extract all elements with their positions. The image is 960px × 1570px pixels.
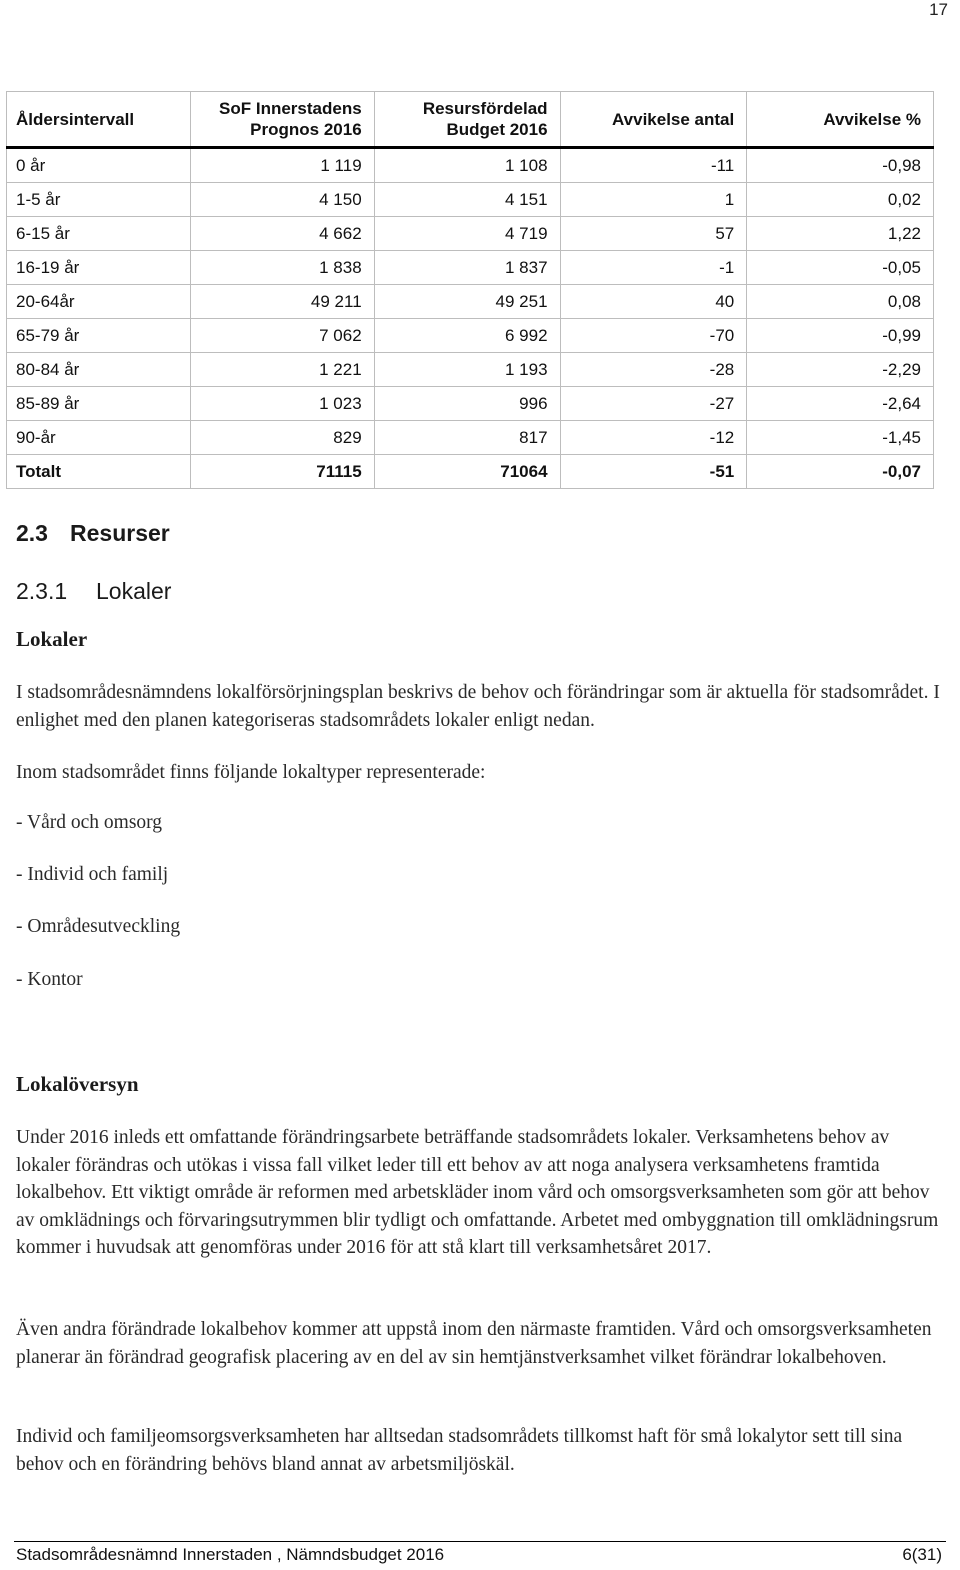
table-cell: 4 662 — [190, 217, 374, 251]
header-deviation-count: Avvikelse antal — [560, 92, 747, 148]
table-row — [7, 421, 934, 455]
table-cell: 40 — [560, 285, 747, 319]
table-cell: 829 — [190, 421, 374, 455]
footer-page-count: 6(31) — [902, 1545, 942, 1564]
table-cell: 85-89 år — [7, 387, 191, 421]
header-age-interval: Åldersintervall — [7, 92, 191, 148]
table-cell: 1 119 — [190, 148, 374, 183]
list-item: - Områdesutveckling — [16, 916, 181, 937]
header-prognos: SoF Innerstadens Prognos 2016 — [190, 92, 374, 148]
table-cell: 90-år — [7, 421, 191, 455]
table-body — [7, 148, 934, 489]
table-cell: 4 151 — [374, 183, 560, 217]
table-cell: -1,45 — [747, 421, 934, 455]
population-table — [6, 91, 934, 489]
table-cell: -0,05 — [747, 251, 934, 285]
table-cell: Totalt — [7, 455, 191, 489]
table-cell: 49 251 — [374, 285, 560, 319]
table-cell: 1 221 — [190, 353, 374, 387]
oversyn-paragraph-3: Individ och familjeomsorgsverksamheten har alltsedan stadsområdets tillkomst haft för små lokalytor sett till sina behov och en förändring behövs bland annat av arbetsmiljöskäl. — [16, 1426, 903, 1475]
table-header-row — [7, 92, 934, 148]
list-item: - Individ och familj — [16, 864, 169, 885]
table-cell: 1 023 — [190, 387, 374, 421]
list-item: - Vård och omsorg — [16, 812, 163, 833]
table-cell: 20-64år — [7, 285, 191, 319]
table-cell: 71064 — [374, 455, 560, 489]
table-cell: -2,29 — [747, 353, 934, 387]
table-cell: -28 — [560, 353, 747, 387]
table-cell: 0,02 — [747, 183, 934, 217]
table-cell: 6-15 år — [7, 217, 191, 251]
table-cell: 1 838 — [190, 251, 374, 285]
table-cell: -27 — [560, 387, 747, 421]
page-footer — [16, 1545, 942, 1565]
footer-divider — [14, 1541, 946, 1542]
lokaler-heading: Lokaler — [16, 627, 88, 651]
table-cell: 1-5 år — [7, 183, 191, 217]
header-budget: Resursfördelad Budget 2016 — [374, 92, 560, 148]
table-cell: -12 — [560, 421, 747, 455]
table-row — [7, 217, 934, 251]
table-row-total — [7, 455, 934, 489]
table-cell: 1 — [560, 183, 747, 217]
table-cell: 7 062 — [190, 319, 374, 353]
table-cell: -2,64 — [747, 387, 934, 421]
table-cell: 16-19 år — [7, 251, 191, 285]
table-cell: 1 837 — [374, 251, 560, 285]
table-cell: -51 — [560, 455, 747, 489]
footer-title: Stadsområdesnämnd Innerstaden , Nämndsbudget 2016 — [16, 1545, 445, 1564]
table-row — [7, 285, 934, 319]
section-heading: 2.3 Resurser — [16, 520, 170, 546]
oversyn-paragraph-1: Under 2016 inleds ett omfattande förändringsarbete beträffande stadsområdets lokaler. Verksamhetens behov av lokaler förändras och utökas i vissa fall vilket leder till ett behov av att noga analysera verksamhetens framtida lokalbehov. Ett viktigt område är reformen med arbetskläder inom vård och omsorgsverksamheten som gör att behov av omklädnings och förvaringsutrymmen blir tydligt och omfattande. Arbetet med ombyggnation till omklädningsrum kommer i huvudsak att genomföras under 2016 för att stå klart till verksamhetsåret 2017. — [16, 1127, 939, 1259]
table-cell: 49 211 — [190, 285, 374, 319]
list-item: - Kontor — [16, 969, 83, 990]
table-cell: 0,08 — [747, 285, 934, 319]
table-row — [7, 148, 934, 183]
table-cell: 6 992 — [374, 319, 560, 353]
header-deviation-percent: Avvikelse % — [747, 92, 934, 148]
table-row — [7, 387, 934, 421]
table-cell: 1,22 — [747, 217, 934, 251]
table-cell: 57 — [560, 217, 747, 251]
subsection-heading: 2.3.1 Lokaler — [16, 578, 172, 604]
table-cell: 817 — [374, 421, 560, 455]
table-cell: 65-79 år — [7, 319, 191, 353]
table-cell: -0,99 — [747, 319, 934, 353]
oversyn-paragraph-2: Även andra förändrade lokalbehov kommer att uppstå inom den närmaste framtiden. Vård och omsorgsverksamheten planerar än förändrad geografisk placering av en del av sin hemtjänstverksamhet vilket förändrar lokalbehoven. — [16, 1319, 932, 1368]
table-row — [7, 353, 934, 387]
table-cell: 71115 — [190, 455, 374, 489]
table-row — [7, 319, 934, 353]
table-cell: -70 — [560, 319, 747, 353]
oversyn-heading: Lokalöversyn — [16, 1072, 139, 1096]
table-cell: -1 — [560, 251, 747, 285]
table-cell: 996 — [374, 387, 560, 421]
lokaler-paragraph-1: I stadsområdesnämndens lokalförsörjningsplan beskrivs de behov och förändringar som är aktuella för stadsområdet. I enlighet med den planen kategoriseras stadsområdets lokaler enligt nedan. — [16, 682, 940, 731]
table-row — [7, 251, 934, 285]
page-number: 17 — [929, 0, 948, 19]
lokaler-paragraph-2: Inom stadsområdet finns följande lokaltyper representerade: — [16, 762, 486, 783]
table-cell: 4 150 — [190, 183, 374, 217]
table-cell: 1 193 — [374, 353, 560, 387]
table-row — [7, 183, 934, 217]
table-cell: 4 719 — [374, 217, 560, 251]
table-cell: 80-84 år — [7, 353, 191, 387]
table-cell: -0,07 — [747, 455, 934, 489]
table-cell: 0 år — [7, 148, 191, 183]
table-cell: 1 108 — [374, 148, 560, 183]
table-cell: -0,98 — [747, 148, 934, 183]
table-cell: -11 — [560, 148, 747, 183]
